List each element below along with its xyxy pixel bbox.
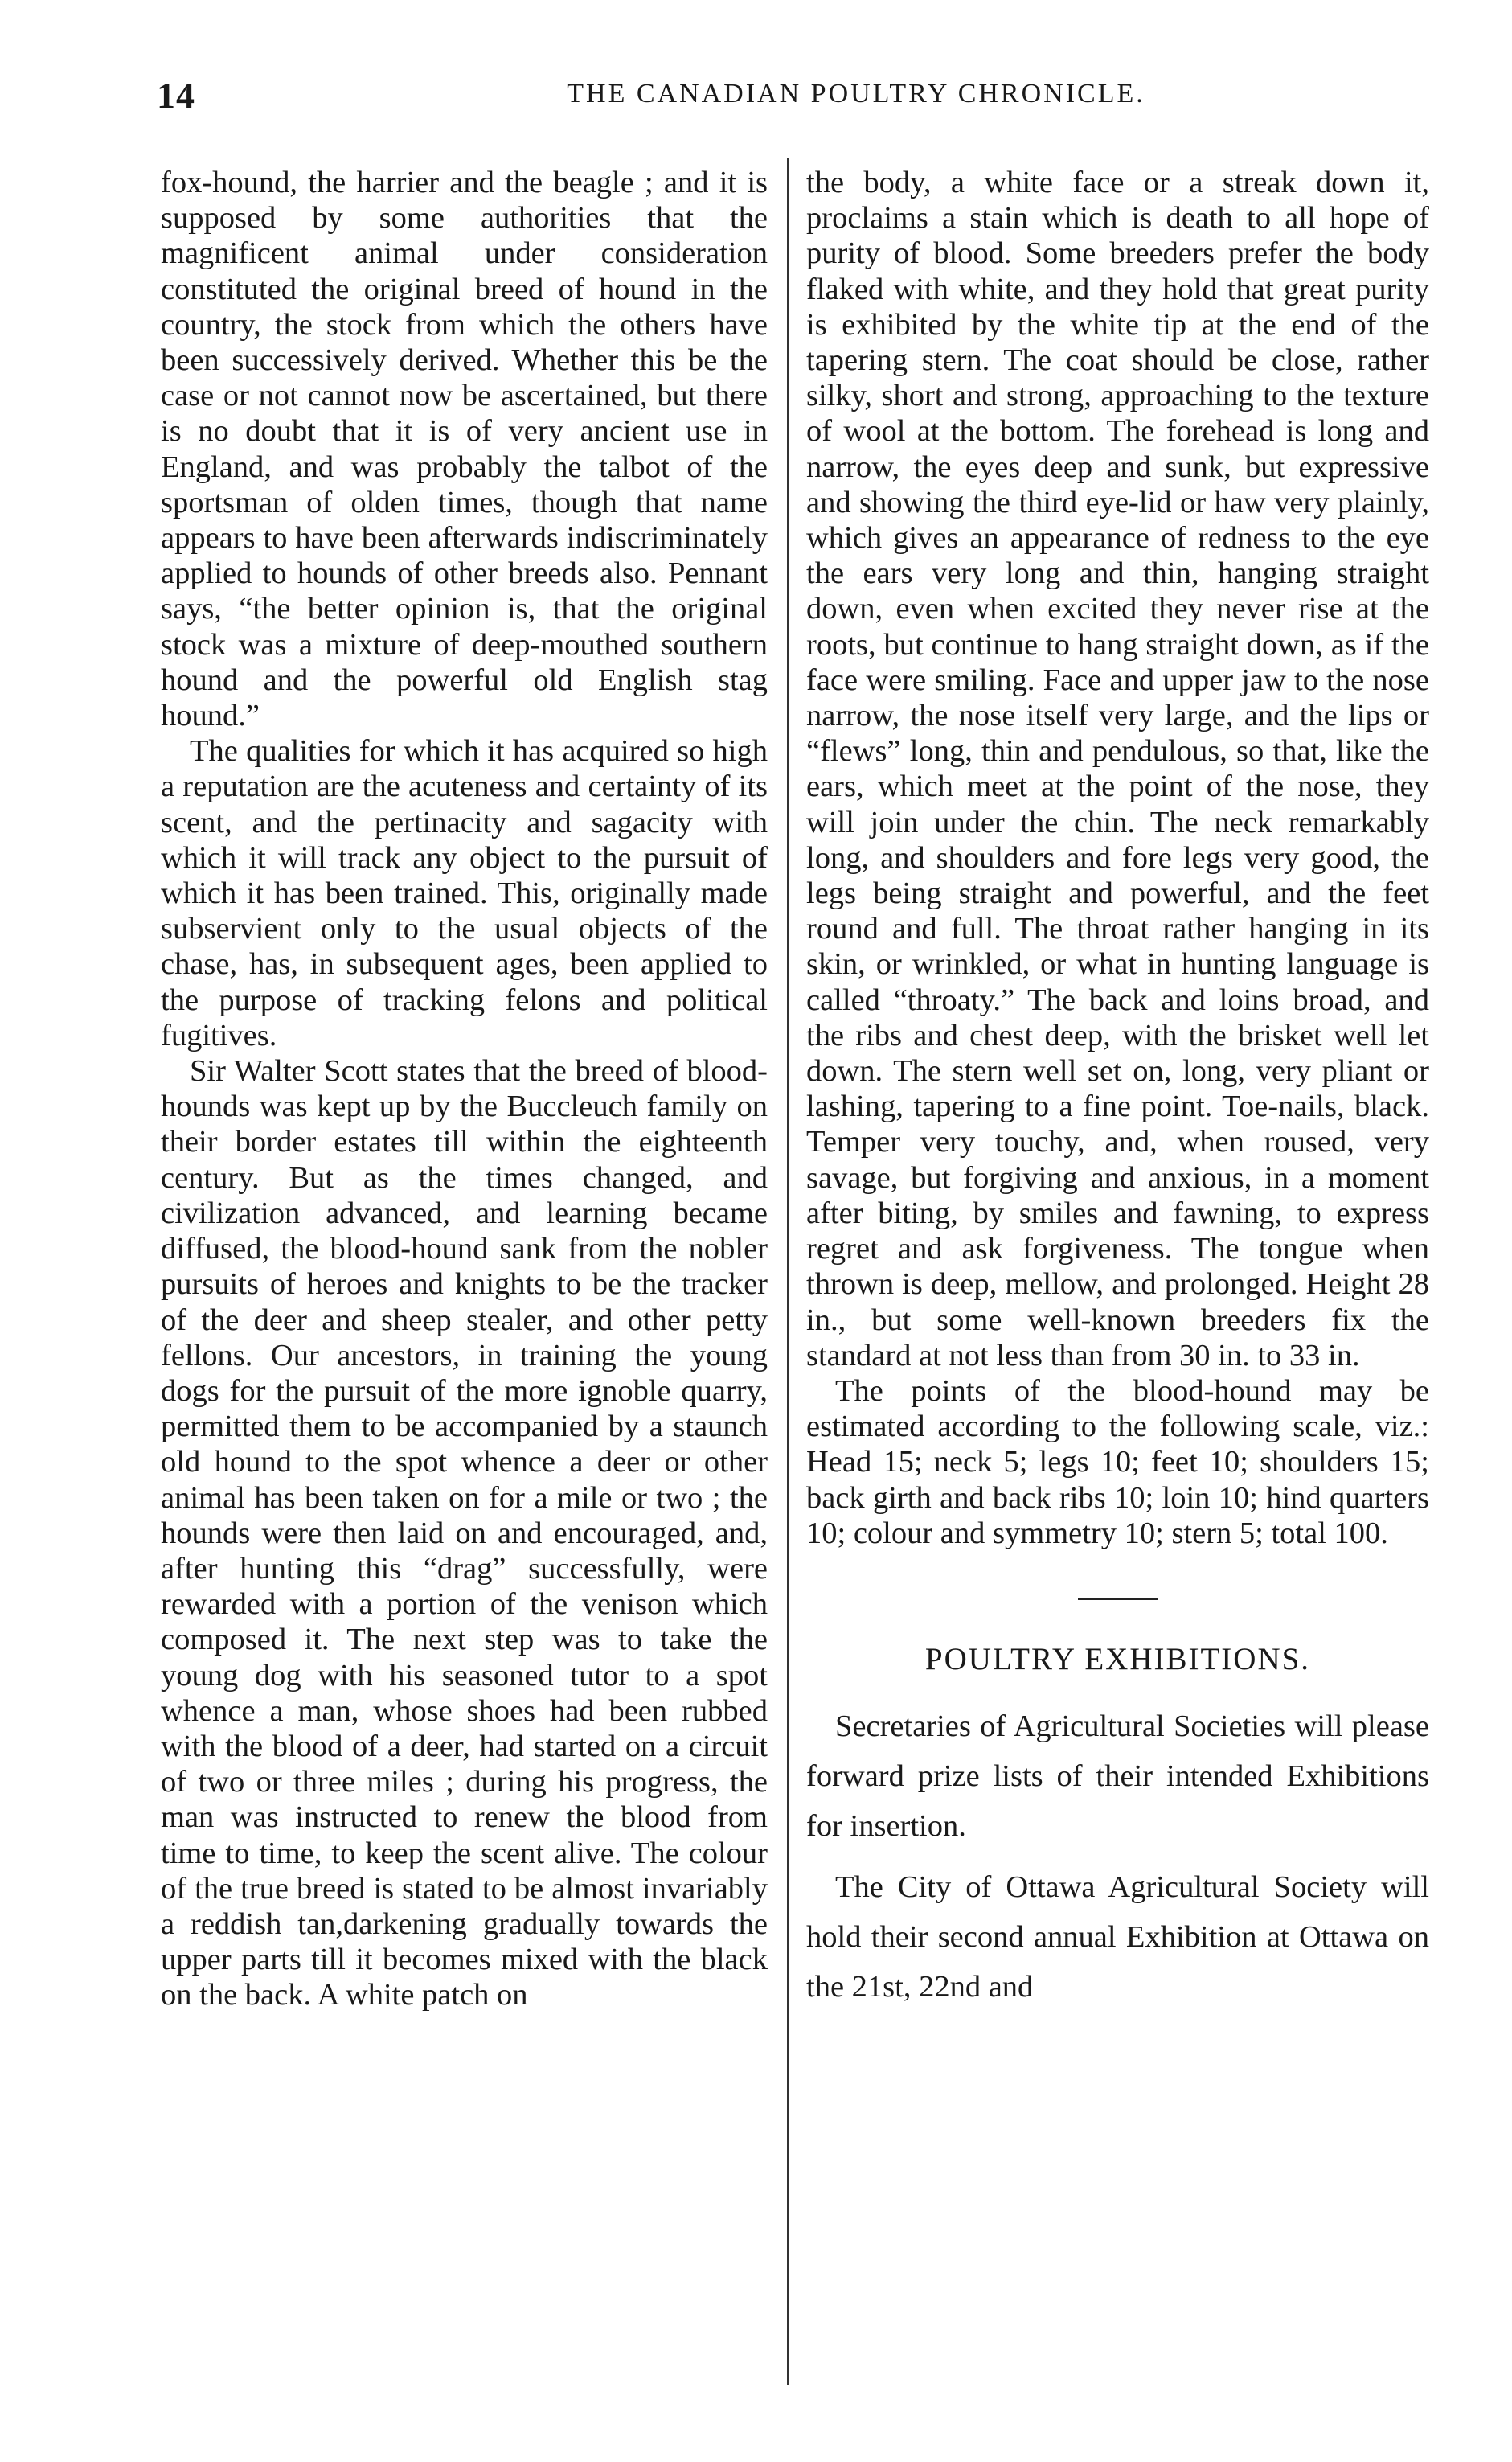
right-column	[806, 165, 1429, 2023]
section-divider	[1078, 1598, 1158, 1600]
left-column	[161, 165, 768, 2013]
left-paragraph-1: fox-hound, the harrier and the beagle ; and it is supposed by some authorities that the magnificent animal under consideration constituted the original breed of hound in the country, the stock from which the others have been successively derived. Whether this be the case or not cannot now be ascertained, but there is no doubt that it is of very ancient use in England, and was probably the talbot of the sportsman of olden times, though that name appears to have been afterwards indiscriminately applied to hounds of other breeds also. Pennant says, “the better opinion is, that the original stock was a mixture of deep-mouthed southern hound and the powerful old English stag hound.”	[161, 166, 768, 733]
column-divider	[787, 158, 789, 2385]
right-paragraph-1: the body, a white face or a streak down it, proclaims a stain which is death to all hope of purity of blood. Some breeders prefer the body flaked with white, and they hold that great purity is exhibited by the white tip at the end of the tapering stern. The coat should be close, rather silky, short and strong, approaching to the texture of wool at the bottom. The forehead is long and narrow, the eyes deep and sunk, but expressive and showing the third eye-lid or haw very plainly, which gives an appearance of redness to the eye the ears very long and thin, hanging straight down, even when excited they never rise at the roots, but continue to hang straight down, as if the face were smiling. Face and upper jaw to the nose narrow, the nose itself very large, and the lips or “flews” long, thin and pendulous, so that, like the ears, which meet at the point of the nose, they will join under the chin. The neck remarkably long, and shoulders and fore legs very good, the legs being straight and powerful, and the feet round and full. The throat rather hanging in its skin, or wrinkled, or what in hunting language is called “throaty.” The back and loins broad, and the ribs and chest deep, with the brisket well let down. The stern well set on, long, very pliant or lashing, tapering to a fine point. Toe-nails, black. Temper very touchy, and, when roused, very savage, but forgiving and anxious, in a moment after biting, by smiles and fawning, to express regret and ask forgiveness. The tongue when thrown is deep, mellow, and prolonged. Height 28 in., but some well-known breeders fix the standard at not less than from 30 in. to 33 in.	[806, 166, 1429, 1373]
right-paragraph-2: The points of the blood-hound may be estimated according to the following scale, viz.: Head 15; neck 5; legs 10; feet 10; shoulders 15; back girth and back ribs 10; loin 10; hind quarters 10; colour and symmetry 10; stern 5; total 100.	[806, 1373, 1429, 1550]
section-paragraph-2: The City of Ottawa Agricultural Society will hold their second annual Exhibition at Ottawa on the 21st, 22nd and	[806, 1870, 1429, 2004]
running-head: THE CANADIAN POULTRY CHRONICLE.	[567, 79, 1145, 109]
left-paragraph-2: The qualities for which it has acquired so high a reputation are the acuteness and certainty of its scent, and the pertinacity and sagacity with which it will track any object to the pursuit of which it has been trained. This, originally made subservient only to the usual objects of the chase, has, in subsequent ages, been applied to the purpose of tracking felons and political fugitives.	[161, 734, 768, 1053]
section-paragraph-1: Secretaries of Agricultural Societies will please forward prize lists of their intended Exhibitions for insertion.	[806, 1709, 1429, 1844]
page-header	[157, 74, 1459, 130]
left-paragraph-3: Sir Walter Scott states that the breed of blood-hounds was kept up by the Buccleuch family on their border estates till within the eighteenth century. But as the times changed, and civilization advanced, and learning became diffused, the blood-hound sank from the nobler pursuits of heroes and knights to be the tracker of the deer and sheep stealer, and other petty fellons. Our ancestors, in training the young dogs for the pursuit of the more ignoble quarry, permitted them to be accompanied by a staunch old hound to the spot whence a deer or other animal has been taken on for a mile or two ; the hounds were then laid on and encouraged, and, after hunting this “drag” successfully, were rewarded with a portion of the venison which composed it. The next step was to take the young dog with his seasoned tutor to a spot whence a man, whose shoes had been rubbed with the blood of a deer, had started on a circuit of two or three miles ; during his progress, the man was instructed to renew the blood from time to time, to keep the scent alive. The colour of the true breed is stated to be almost invariably a reddish tan,darkening gradually towards the upper parts till it becomes mixed with the black on the back. A white patch on	[161, 1054, 768, 2013]
page-number: 14	[157, 75, 195, 116]
section-title: POULTRY EXHIBITIONS.	[924, 1641, 1311, 1676]
